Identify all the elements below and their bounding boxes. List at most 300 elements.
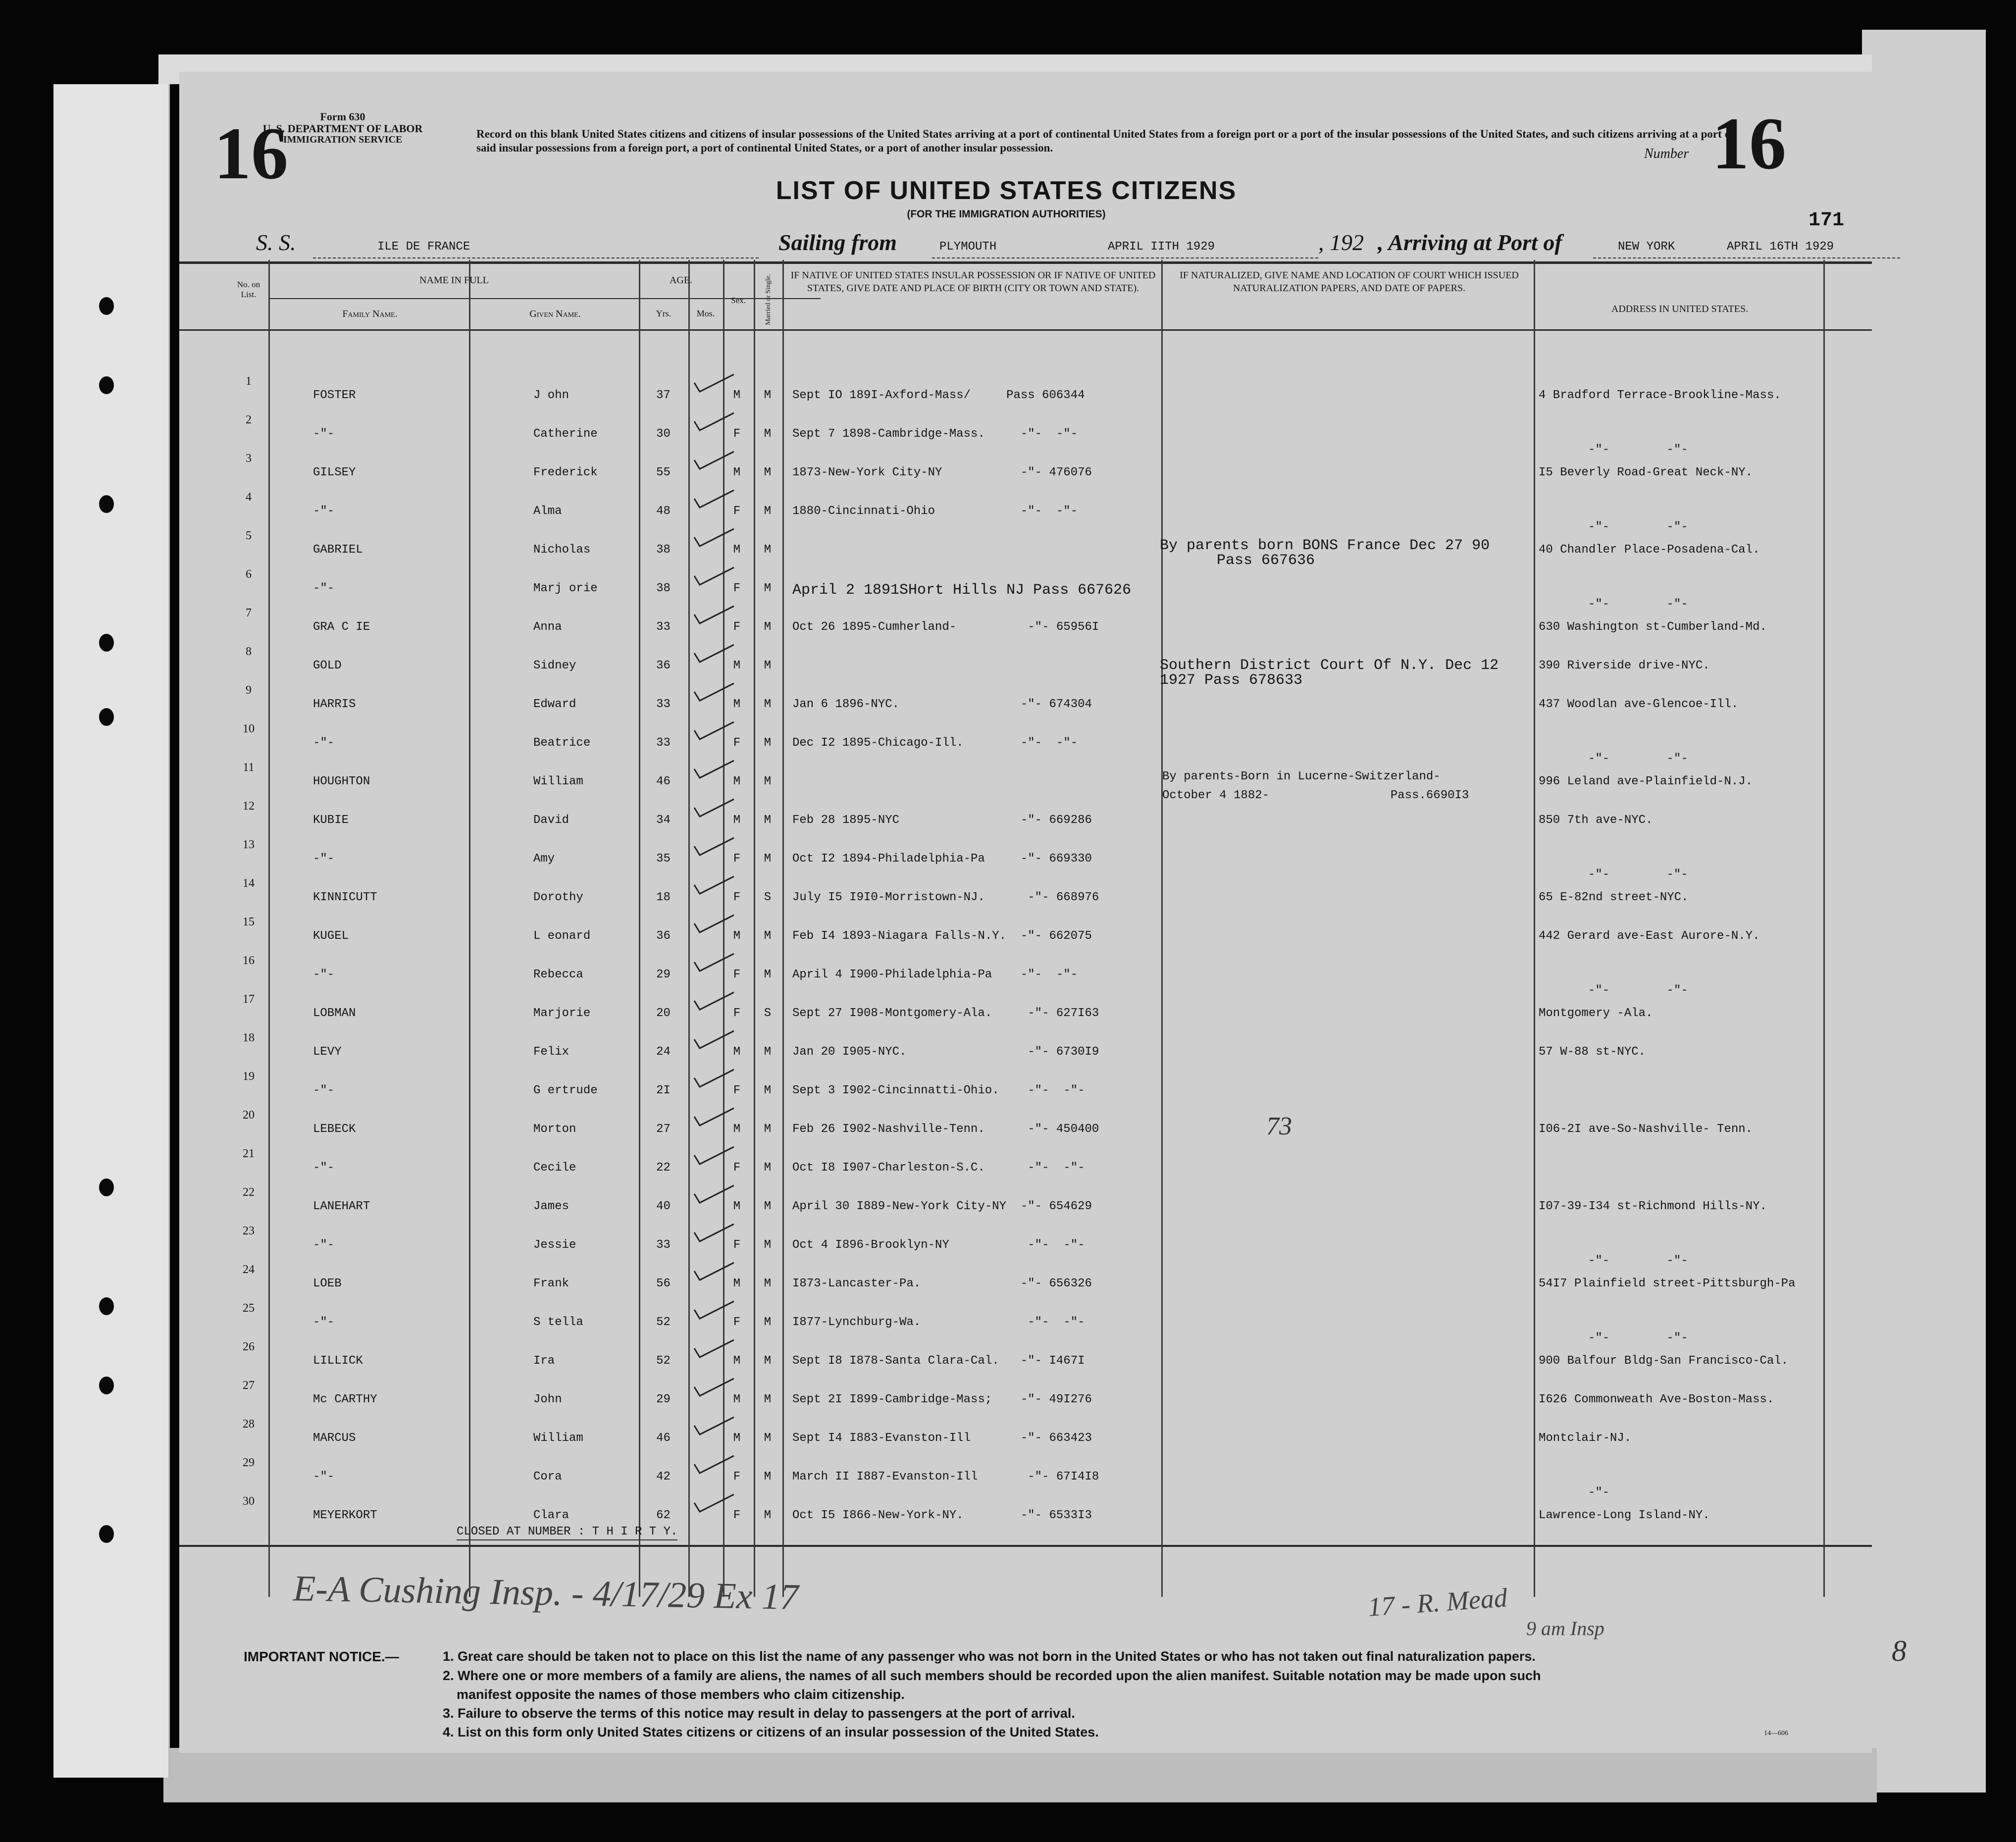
given-name: G ertrude bbox=[533, 1084, 598, 1097]
binder-hole bbox=[99, 708, 114, 726]
married-single: M bbox=[764, 1238, 772, 1252]
header-married-single: Married or Single. bbox=[765, 274, 772, 325]
given-name: Clara bbox=[533, 1509, 569, 1522]
family-name: Mc CARTHY bbox=[313, 1393, 377, 1406]
closed-at-number: CLOSED AT NUMBER : T H I R T Y. bbox=[457, 1525, 677, 1540]
married-single: M bbox=[764, 775, 772, 788]
sex: F bbox=[733, 620, 741, 634]
sex: F bbox=[733, 1316, 741, 1329]
sex: M bbox=[733, 659, 741, 672]
service: IMMIGRATION SERVICE bbox=[283, 134, 403, 145]
given-name: David bbox=[533, 814, 569, 827]
address: Montclair-NJ. bbox=[1539, 1432, 1632, 1445]
big-manifest-number-right: 16 bbox=[1712, 102, 1786, 185]
binder-hole bbox=[99, 376, 114, 394]
age-years: 34 bbox=[656, 814, 671, 827]
given-name: S tella bbox=[533, 1316, 583, 1329]
family-name: LOBMAN bbox=[313, 1007, 356, 1020]
row-number: 28 bbox=[243, 1418, 255, 1431]
address: I626 Commonweath Ave-Boston-Mass. bbox=[1539, 1393, 1774, 1406]
given-name: Marjorie bbox=[533, 1007, 591, 1020]
notice-item-2: 2. Where one or more members of a family are aliens, the names of all such members should be recorded upon the alien manifest. Suitable notation may be made upon such bbox=[443, 1668, 1541, 1683]
given-name: John bbox=[533, 1393, 562, 1406]
birth-info: Sept I8 I878-Santa Clara-Cal. -"- I467I bbox=[792, 1354, 1085, 1368]
binder-hole bbox=[99, 1525, 114, 1543]
birth-info: Sept IO 189I-Axford-Mass/ Pass 606344 bbox=[792, 389, 1085, 402]
family-name: -"- bbox=[313, 736, 335, 750]
age-years: 18 bbox=[656, 891, 671, 904]
family-name: LANEHART bbox=[313, 1200, 370, 1213]
family-name: MARCUS bbox=[313, 1432, 356, 1445]
address: Lawrence-Long Island-NY. bbox=[1539, 1509, 1710, 1522]
age-years: 37 bbox=[656, 389, 671, 402]
row-number: 1 bbox=[246, 375, 252, 388]
address: I06-2I ave-So-Nashville- Tenn. bbox=[1539, 1123, 1753, 1136]
family-name: -"- bbox=[313, 968, 335, 981]
naturalization-gabriel-2: Pass 667636 bbox=[1217, 552, 1315, 569]
age-years: 56 bbox=[656, 1277, 671, 1290]
address: 65 E-82nd street-NYC. bbox=[1539, 891, 1689, 904]
row-number: 25 bbox=[243, 1302, 255, 1315]
age-years: 24 bbox=[656, 1045, 671, 1059]
notice-item-2b: manifest opposite the names of those members who claim citizenship. bbox=[457, 1687, 905, 1702]
age-years: 38 bbox=[656, 543, 671, 557]
notice-item-3: 3. Failure to observe the terms of this notice may result in delay to passengers at the port of arrival. bbox=[443, 1706, 1075, 1721]
header-age: AGE. bbox=[669, 275, 693, 286]
sailing-label: Sailing from bbox=[778, 230, 897, 255]
given-name: Frank bbox=[533, 1277, 569, 1290]
age-years: 46 bbox=[656, 775, 671, 788]
number-label: Number bbox=[1644, 146, 1689, 161]
family-name: -"- bbox=[313, 852, 335, 866]
family-name: LEBECK bbox=[313, 1123, 356, 1136]
age-years: 2I bbox=[656, 1084, 671, 1097]
address: 57 W-88 st-NYC. bbox=[1539, 1045, 1646, 1059]
row-number: 8 bbox=[246, 645, 252, 658]
married-single: S bbox=[764, 1007, 772, 1020]
address: 996 Leland ave-Plainfield-N.J. bbox=[1539, 775, 1753, 788]
header-family-name: Family Name. bbox=[342, 308, 398, 319]
birth-info: Sept 7 1898-Cambridge-Mass. -"- -"- bbox=[792, 427, 1078, 441]
page-subtitle: (FOR THE IMMIGRATION AUTHORITIES) bbox=[907, 208, 1106, 220]
married-single: S bbox=[764, 891, 772, 904]
row-number: 5 bbox=[246, 529, 252, 542]
birth-info: Jan 20 I905-NYC. -"- 6730I9 bbox=[792, 1045, 1099, 1059]
family-name: MEYERKORT bbox=[313, 1509, 377, 1522]
address: 437 Woodlan ave-Glencoe-Ill. bbox=[1539, 698, 1739, 711]
family-name: -"- bbox=[313, 1470, 335, 1484]
family-name: -"- bbox=[313, 582, 335, 595]
row-number: 6 bbox=[246, 568, 252, 581]
address: -"- -"- bbox=[1588, 984, 1688, 997]
binder-hole bbox=[99, 495, 114, 513]
binder-hole bbox=[99, 1377, 114, 1394]
address: -"- -"- bbox=[1588, 868, 1688, 881]
notice-label: IMPORTANT NOTICE.— bbox=[244, 1649, 399, 1664]
given-name: Catherine bbox=[533, 427, 598, 441]
binder-hole bbox=[99, 1178, 114, 1196]
birth-info: Sept 3 I902-Cincinnatti-Ohio. -"- -"- bbox=[792, 1084, 1085, 1097]
address: 630 Washington st-Cumberland-Md. bbox=[1539, 620, 1767, 634]
age-years: 52 bbox=[656, 1354, 671, 1368]
address: -"- -"- bbox=[1588, 1331, 1688, 1345]
sex: M bbox=[733, 389, 741, 402]
row-number: 26 bbox=[243, 1340, 255, 1353]
married-single: M bbox=[764, 427, 772, 441]
header-yrs: Yrs. bbox=[656, 308, 672, 318]
family-name: GOLD bbox=[313, 659, 342, 672]
header-sex: Sex. bbox=[731, 296, 746, 305]
family-name: LOEB bbox=[313, 1277, 342, 1290]
sex: M bbox=[733, 1200, 741, 1213]
table-top-rule bbox=[179, 261, 1872, 264]
sex: M bbox=[733, 1045, 741, 1059]
sailing-port: PLYMOUTH bbox=[939, 240, 997, 254]
given-name: Felix bbox=[533, 1045, 569, 1059]
married-single: M bbox=[764, 1200, 772, 1213]
row-number: 15 bbox=[243, 916, 255, 928]
margin-mark-8: 8 bbox=[1892, 1635, 1907, 1667]
birth-info: Jan 6 1896-NYC. -"- 674304 bbox=[792, 698, 1092, 711]
age-years: 30 bbox=[656, 427, 671, 441]
family-name: GABRIEL bbox=[313, 543, 363, 557]
col-divider bbox=[268, 260, 270, 1597]
arrival-date: APRIL 16TH 1929 bbox=[1727, 240, 1834, 254]
given-name: Morton bbox=[533, 1123, 576, 1136]
birth-info: Sept 27 I908-Montgomery-Ala. -"- 627I63 bbox=[792, 1007, 1099, 1020]
address: 40 Chandler Place-Posadena-Cal. bbox=[1539, 543, 1760, 557]
given-name: Frederick bbox=[533, 466, 598, 479]
row-number: 12 bbox=[243, 800, 255, 813]
age-years: 52 bbox=[656, 1316, 671, 1329]
birth-info: Feb I4 1893-Niagara Falls-N.Y. -"- 662075 bbox=[792, 929, 1092, 943]
sex: F bbox=[733, 891, 741, 904]
given-name: Ira bbox=[533, 1354, 555, 1368]
arriving-label: , Arriving at Port of bbox=[1378, 230, 1562, 255]
family-name: -"- bbox=[313, 1161, 335, 1175]
given-name: L eonard bbox=[533, 929, 591, 943]
header-address: ADDRESS IN UNITED STATES. bbox=[1611, 304, 1749, 314]
page-title: LIST OF UNITED STATES CITIZENS bbox=[775, 176, 1237, 205]
family-name: -"- bbox=[313, 427, 335, 441]
family-name: KUGEL bbox=[313, 929, 349, 943]
address: 54I7 Plainfield street-Pittsburgh-Pa bbox=[1539, 1277, 1796, 1290]
age-years: 38 bbox=[656, 582, 671, 595]
address: Montgomery -Ala. bbox=[1539, 1007, 1653, 1020]
age-years: 20 bbox=[656, 1007, 671, 1020]
header-given-name: Given Name. bbox=[529, 308, 581, 319]
birth-info: July I5 I9I0-Morristown-NJ. -"- 668976 bbox=[792, 891, 1099, 904]
birth-info: April 30 I889-New-York City-NY -"- 654629 bbox=[792, 1200, 1092, 1213]
sex: F bbox=[733, 1509, 741, 1522]
ss-underline bbox=[313, 257, 759, 258]
birth-info: Oct I5 I866-New-York-NY. -"- 6533I3 bbox=[792, 1509, 1092, 1522]
row-number: 18 bbox=[243, 1031, 255, 1044]
sex: M bbox=[733, 543, 741, 557]
given-name: William bbox=[533, 1432, 583, 1445]
address: -"- -"- bbox=[1588, 1254, 1688, 1268]
family-name: LILLICK bbox=[313, 1354, 363, 1368]
binder-hole bbox=[99, 634, 114, 652]
birth-info: Sept I4 I883-Evanston-Ill -"- 663423 bbox=[792, 1432, 1092, 1445]
naturalization-houghton-2: October 4 1882- Pass.6690I3 bbox=[1162, 789, 1469, 802]
family-name: HARRIS bbox=[313, 698, 356, 711]
row-number: 10 bbox=[243, 722, 255, 735]
table-bottom-rule bbox=[179, 1545, 1872, 1547]
age-years: 36 bbox=[656, 929, 671, 943]
given-name: Dorothy bbox=[533, 891, 583, 904]
arrival-underline bbox=[1593, 257, 1900, 258]
naturalization-gold-2: 1927 Pass 678633 bbox=[1160, 672, 1303, 689]
married-single: M bbox=[764, 389, 772, 402]
header-naturalized: IF NATURALIZED, GIVE NAME AND LOCATION OF COURT WHICH ISSUED NATURALIZATION PAPERS, AND DATE OF PAPERS. bbox=[1180, 270, 1519, 294]
age-years: 33 bbox=[656, 1238, 671, 1252]
married-single: M bbox=[764, 698, 772, 711]
row-number: 22 bbox=[243, 1186, 255, 1199]
arrival-port: NEW YORK bbox=[1618, 240, 1675, 254]
birth-info: I873-Lancaster-Pa. -"- 656326 bbox=[792, 1277, 1092, 1290]
family-name: -"- bbox=[313, 505, 335, 518]
given-name: William bbox=[533, 775, 583, 788]
naturalization-gold-1: Southern District Court Of N.Y. Dec 12 bbox=[1160, 657, 1499, 674]
address: -"- -"- bbox=[1588, 598, 1688, 611]
col-divider bbox=[1823, 260, 1825, 1597]
sex: M bbox=[733, 466, 741, 479]
sex: M bbox=[733, 929, 741, 943]
married-single: M bbox=[764, 814, 772, 827]
age-years: 33 bbox=[656, 698, 671, 711]
birth-info: April 2 1891SHort Hills NJ Pass 667626 bbox=[792, 582, 1132, 599]
inspector-signature-right-2: 9 am Insp bbox=[1526, 1617, 1604, 1639]
binder-hole bbox=[99, 297, 114, 315]
birth-info: 1880-Cincinnati-Ohio -"- -"- bbox=[792, 505, 1078, 518]
given-name: Rebecca bbox=[533, 968, 583, 981]
address: 4 Bradford Terrace-Brookline-Mass. bbox=[1539, 389, 1781, 402]
ss-label: S. S. bbox=[256, 230, 296, 255]
binder-hole bbox=[99, 1297, 114, 1315]
page-number: 171 bbox=[1809, 209, 1845, 232]
sex: M bbox=[733, 814, 741, 827]
row-number: 3 bbox=[246, 452, 252, 465]
row-number: 21 bbox=[243, 1147, 255, 1160]
age-years: 29 bbox=[656, 968, 671, 981]
inspector-signature-right: 17 - R. Mead bbox=[1367, 1583, 1508, 1622]
print-code: 14—606 bbox=[1764, 1730, 1788, 1737]
sex: F bbox=[733, 852, 741, 866]
married-single: M bbox=[764, 852, 772, 866]
ship-name: ILE DE FRANCE bbox=[377, 240, 470, 254]
col-divider bbox=[1161, 260, 1163, 1597]
sex: F bbox=[733, 505, 741, 518]
given-name: Cecile bbox=[533, 1161, 576, 1175]
address: 442 Gerard ave-East Aurore-N.Y. bbox=[1539, 929, 1760, 943]
married-single: M bbox=[764, 1316, 772, 1329]
back-page-bottom bbox=[163, 1748, 1877, 1802]
age-years: 40 bbox=[656, 1200, 671, 1213]
sex: F bbox=[733, 1470, 741, 1484]
row-number: 11 bbox=[243, 761, 255, 774]
birth-info: 1873-New-York City-NY -"- 476076 bbox=[792, 466, 1092, 479]
inspector-signature-left: E-A Cushing Insp. - 4/17/29 Ex 17 bbox=[293, 1568, 799, 1618]
age-years: 29 bbox=[656, 1393, 671, 1406]
sailing-underline bbox=[932, 257, 1318, 258]
sex: M bbox=[733, 1123, 741, 1136]
row-number: 2 bbox=[246, 413, 252, 426]
header-birth: IF NATIVE OF UNITED STATES INSULAR POSSESSION OR IF NATIVE OF UNITED STATES, GIVE DATE AND PLACE OF BIRTH (CITY OR TOWN AND STATE). bbox=[790, 270, 1156, 294]
notice-item-1: 1. Great care should be taken not to place on this list the name of any passenger who was not born in the United States or who has not taken out final naturalization papers. bbox=[443, 1649, 1536, 1664]
birth-info: March II I887-Evanston-Ill -"- 67I4I8 bbox=[792, 1470, 1099, 1484]
birth-info: Oct 26 1895-Cumherland- -"- 65956I bbox=[792, 620, 1099, 634]
header-bottom-rule bbox=[179, 329, 1872, 331]
address: 390 Riverside drive-NYC. bbox=[1539, 659, 1710, 672]
row-number: 13 bbox=[243, 838, 255, 851]
sex: F bbox=[733, 736, 741, 750]
married-single: M bbox=[764, 1084, 772, 1097]
sex: F bbox=[733, 1084, 741, 1097]
married-single: M bbox=[764, 929, 772, 943]
department: U. S. DEPARTMENT OF LABOR bbox=[262, 122, 423, 135]
row-number: 16 bbox=[243, 954, 255, 967]
sex: F bbox=[733, 1238, 741, 1252]
sex: F bbox=[733, 968, 741, 981]
sex: F bbox=[733, 582, 741, 595]
header-mos: Mos. bbox=[696, 308, 715, 318]
row-number: 17 bbox=[243, 993, 255, 1006]
sex: M bbox=[733, 698, 741, 711]
married-single: M bbox=[764, 543, 772, 557]
given-name: James bbox=[533, 1200, 569, 1213]
row-number: 7 bbox=[246, 607, 252, 619]
married-single: M bbox=[764, 968, 772, 981]
row-number: 23 bbox=[243, 1225, 255, 1237]
address: I5 Beverly Road-Great Neck-NY. bbox=[1539, 466, 1753, 479]
given-name: Amy bbox=[533, 852, 555, 866]
given-name: Sidney bbox=[533, 659, 576, 672]
married-single: M bbox=[764, 736, 772, 750]
age-years: 33 bbox=[656, 736, 671, 750]
sex: F bbox=[733, 1007, 741, 1020]
age-years: 42 bbox=[656, 1470, 671, 1484]
family-name: KINNICUTT bbox=[313, 891, 377, 904]
married-single: M bbox=[764, 1123, 772, 1136]
family-name: FOSTER bbox=[313, 389, 356, 402]
married-single: M bbox=[764, 1509, 772, 1522]
given-name: Anna bbox=[533, 620, 562, 634]
row-number: 14 bbox=[243, 877, 255, 890]
row-number: 30 bbox=[243, 1495, 255, 1508]
manifest-sheet bbox=[179, 72, 1872, 1753]
family-name: -"- bbox=[313, 1084, 335, 1097]
birth-info: Oct 4 I896-Brooklyn-NY -"- -"- bbox=[792, 1238, 1085, 1252]
header-no: No. on List. bbox=[237, 280, 260, 299]
married-single: M bbox=[764, 1354, 772, 1368]
married-single: M bbox=[764, 582, 772, 595]
birth-info: Feb 26 I902-Nashville-Tenn. -"- 450400 bbox=[792, 1123, 1099, 1136]
row-number: 27 bbox=[243, 1379, 255, 1392]
address: 900 Balfour Bldg-San Francisco-Cal. bbox=[1539, 1354, 1789, 1368]
birth-info: Sept 2I I899-Cambridge-Mass; -"- 49I276 bbox=[792, 1393, 1092, 1406]
row-number: 20 bbox=[243, 1109, 255, 1122]
birth-info: Feb 28 1895-NYC -"- 669286 bbox=[792, 814, 1092, 827]
binder-strip bbox=[53, 84, 170, 1778]
sex: F bbox=[733, 1161, 741, 1175]
birth-info: Oct I8 I907-Charleston-S.C. -"- -"- bbox=[792, 1161, 1085, 1175]
row-number: 9 bbox=[246, 684, 252, 697]
given-name: Marj orie bbox=[533, 582, 598, 595]
sex: M bbox=[733, 775, 741, 788]
married-single: M bbox=[764, 620, 772, 634]
married-single: M bbox=[764, 505, 772, 518]
age-years: 48 bbox=[656, 505, 671, 518]
sex: M bbox=[733, 1432, 741, 1445]
address: -"- -"- bbox=[1588, 443, 1688, 457]
married-single: M bbox=[764, 1432, 772, 1445]
given-name: Jessie bbox=[533, 1238, 576, 1252]
birth-info: Dec I2 1895-Chicago-Ill. -"- -"- bbox=[792, 736, 1078, 750]
family-name: -"- bbox=[313, 1316, 335, 1329]
age-years: 35 bbox=[656, 852, 671, 866]
married-single: M bbox=[764, 1161, 772, 1175]
stray-mark-73: 73 bbox=[1266, 1112, 1292, 1140]
birth-info: I877-Lynchburg-Wa. -"- -"- bbox=[792, 1316, 1085, 1329]
row-number: 29 bbox=[243, 1456, 255, 1469]
given-name: Alma bbox=[533, 505, 562, 518]
form-instructions: Record on this blank United States citizens and citizens of insular possessions of the United States arriving at a port of continental United States from a foreign port or a port of the insular possessions of the United States, and such citizens arriving at a port of said insular possessions from a foreign port, a port of continental United States, or a port of another insular possession. bbox=[476, 128, 1734, 154]
row-number: 24 bbox=[243, 1263, 255, 1276]
age-years: 55 bbox=[656, 466, 671, 479]
married-single: M bbox=[764, 1393, 772, 1406]
age-years: 46 bbox=[656, 1432, 671, 1445]
header-name-in-full: NAME IN FULL bbox=[419, 275, 489, 286]
notice-item-4: 4. List on this form only United States citizens or citizens of an insular possession of the United States. bbox=[443, 1725, 1099, 1740]
married-single: M bbox=[764, 466, 772, 479]
row-number: 19 bbox=[243, 1070, 255, 1083]
big-manifest-number-left: 16 bbox=[214, 112, 288, 195]
sex: F bbox=[733, 427, 741, 441]
given-name: Nicholas bbox=[533, 543, 591, 557]
family-name: HOUGHTON bbox=[313, 775, 370, 788]
family-name: -"- bbox=[313, 1238, 335, 1252]
age-years: 33 bbox=[656, 620, 671, 634]
address: -"- -"- bbox=[1588, 520, 1688, 534]
family-name: GRA C IE bbox=[313, 620, 370, 634]
given-name: Cora bbox=[533, 1470, 562, 1484]
naturalization-houghton-1: By parents-Born in Lucerne-Switzerland- bbox=[1162, 770, 1441, 783]
family-name: LEVY bbox=[313, 1045, 342, 1059]
family-name: GILSEY bbox=[313, 466, 356, 479]
naturalization-gabriel-1: By parents born BONS France Dec 27 90 bbox=[1160, 537, 1490, 554]
family-name: KUBIE bbox=[313, 814, 349, 827]
age-years: 27 bbox=[656, 1123, 671, 1136]
age-years: 62 bbox=[656, 1509, 671, 1522]
given-name: Edward bbox=[533, 698, 576, 711]
birth-info: Oct I2 1894-Philadelphia-Pa -"- 669330 bbox=[792, 852, 1092, 866]
age-years: 36 bbox=[656, 659, 671, 672]
sex: M bbox=[733, 1277, 741, 1290]
year-suffix-1: , 192 bbox=[1318, 230, 1364, 255]
married-single: M bbox=[764, 659, 772, 672]
given-name: J ohn bbox=[533, 389, 569, 402]
back-page-right bbox=[1862, 30, 1986, 1792]
age-years: 22 bbox=[656, 1161, 671, 1175]
sex: M bbox=[733, 1393, 741, 1406]
married-single: M bbox=[764, 1277, 772, 1290]
address: 850 7th ave-NYC. bbox=[1539, 814, 1653, 827]
row-number: 4 bbox=[246, 491, 252, 504]
sex: M bbox=[733, 1354, 741, 1368]
form-number: Form 630 bbox=[320, 110, 365, 123]
given-name: Beatrice bbox=[533, 736, 591, 750]
